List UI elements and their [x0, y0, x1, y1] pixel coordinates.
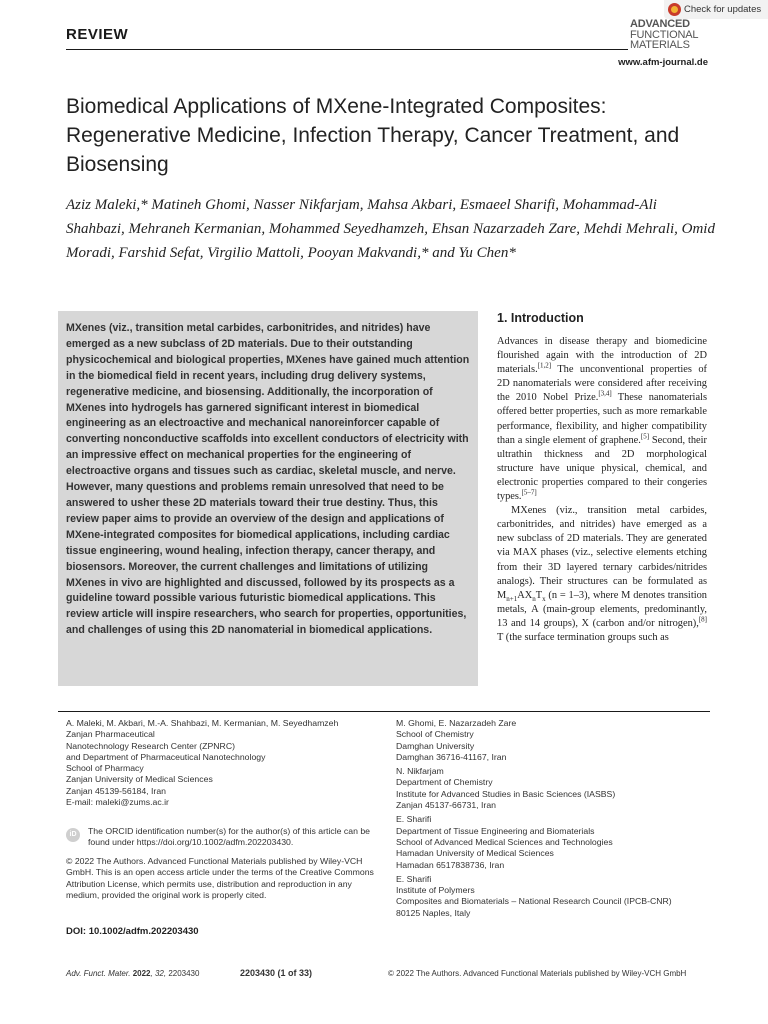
check-for-updates-button[interactable]	[664, 0, 768, 19]
journal-url-link[interactable]: www.afm-journal.de	[618, 57, 708, 68]
affiliation-line: Department of Tissue Engineering and Biomaterials	[396, 825, 595, 836]
check-for-updates-label: Check for updates	[684, 4, 762, 15]
orcid-note	[66, 826, 386, 849]
affiliation-group	[396, 874, 716, 919]
abstract-box: MXenes (viz., transition metal carbides, carbonitrides, and nitrides) have emerged as a new subclass of 2D materials. Due to their outstanding physicochemical and biological properties, MXenes have gained much attention in the biomedical field in recent years, including drug delivery systems, regenerative medicine, and biosensing. Additionally, the incorporation of MXenes into hydrogels has garnered significant interest in biomedical engineering as an electroactive and mechanical nanoreinforcer capable of converting nonconductive scaffolds into excellent conductors of electricity with an impressive effect on mechanical properties for the engineering of electroactive organs and tissues such as cardiac, skeletal muscle, and nerve. However, many questions and problems remain unresolved that need to be answered to usher these 2D materials toward their true destiny. Thus, this review paper aims to provide an overview of the design and applications of MXene-integrated composites for biomedical applications, including cardiac tissue engineering, wound healing, infection therapy, cancer therapy, and biosensors. Moreover, the current challenges and limitations of utilizing MXenes in vivo are highlighted and discussed, followed by its prospects as a guideline toward possible various futuristic biomedical applications. This review article will inspire researchers, who search for properties, opportunities, and challenges of using this 2D nanomaterial in biomedical applications.	[58, 311, 478, 686]
affiliation-line: E. Sharifi	[396, 873, 432, 884]
footer-article-id: 2203430	[168, 969, 200, 978]
footer-year: 2022	[132, 969, 151, 978]
affiliations-divider	[58, 711, 710, 712]
affiliation-line: Zanjan Pharmaceutical	[66, 729, 155, 740]
crossmark-icon	[668, 3, 681, 16]
intro-text: These nanomaterials offered better properties, such as more remarkable performance, flexibility, and higher compatibility than a single element of graphene.	[497, 392, 707, 446]
affiliation-line: Nanotechnology Research Center (ZPNRC)	[66, 740, 235, 751]
affiliation-line: Hamadan 6517838736, Iran	[396, 859, 505, 870]
footer-journal-citation: Adv. Funct. Mater. 2022, 32, 2203430	[66, 969, 200, 978]
affiliation-line: A. Maleki, M. Akbari, M.-A. Shahbazi, M. Kermanian, M. Seyedhamzeh	[66, 718, 339, 728]
article-title: Biomedical Applications of MXene-Integrated Composites: Regenerative Medicine, Infection Therapy, Cancer Treatment, and Biosensing	[66, 95, 680, 176]
formula-subscript: x	[542, 594, 546, 603]
affiliation-line: School of Advanced Medical Sciences and Technologies	[396, 836, 613, 847]
affiliation-group	[396, 718, 716, 763]
affiliation-line: Damghan University	[396, 740, 475, 751]
affiliation-line: Department of Chemistry	[396, 777, 493, 788]
affiliation-line: School of Pharmacy	[66, 763, 144, 774]
formula-subscript: n	[532, 594, 536, 603]
citation-ref[interactable]: [8]	[698, 615, 707, 624]
affiliation-line: Institute for Advanced Studies in Basic Sciences (IASBS)	[396, 788, 616, 799]
affiliation-line: Zanjan University of Medical Sciences	[66, 774, 213, 785]
footer-page-number: 2203430 (1 of 33)	[240, 968, 313, 978]
section-label: REVIEW	[66, 26, 129, 43]
introduction-heading: 1. Introduction	[497, 311, 584, 325]
affiliation-group	[396, 814, 716, 870]
doi-link[interactable]: DOI: 10.1002/adfm.202203430	[66, 926, 199, 937]
footer-journal-name: Adv. Funct. Mater.	[66, 969, 131, 978]
footer-volume: 32	[154, 969, 164, 978]
affiliation-line: Hamadan University of Medical Sciences	[396, 848, 554, 859]
affiliation-line: School of Chemistry	[396, 729, 474, 740]
license-text: © 2022 The Authors. Advanced Functional Materials published by Wiley-VCH GmbH. This is an open access article under the terms of the Creative Commons Attribution License, which permits use, distribution and reproduction in any medium, provided the original work is properly cited.	[66, 856, 374, 900]
header-divider	[66, 49, 628, 50]
intro-text: T (the surface termination groups such as	[497, 631, 669, 643]
introduction-paragraph-2	[497, 504, 707, 645]
citation-ref[interactable]: [1,2]	[537, 361, 552, 370]
citation-ref[interactable]: [5]	[640, 432, 650, 441]
affiliation-line: Composites and Biomaterials – National Research Council (IPCB-CNR)	[396, 896, 672, 907]
author-list: Aziz Maleki,* Matineh Ghomi, Nasser Nikfarjam, Mahsa Akbari, Esmaeel Sharifi, Mohammad-Ali Shahbazi, Mehraneh Kermanian, Mohammed Seyedhamzeh, Ehsan Nazarzadeh Zare, Mehdi Mehrali, Omid Moradi, Farshid Sefat, Virgilio Mattoli, Pooyan Makvandi,* and Yu Chen*	[66, 197, 715, 261]
journal-logo	[630, 19, 710, 51]
intro-text: AX	[517, 589, 533, 601]
footer-copyright: © 2022 The Authors. Advanced Functional Materials published by Wiley-VCH GmbH	[388, 969, 687, 978]
affiliation-line: Damghan 36716-41167, Iran	[396, 751, 507, 762]
citation-ref[interactable]: [3,4]	[598, 389, 612, 398]
affiliation-group	[396, 766, 716, 811]
intro-text: Second, their ultrathin thickness and 2D morphological structure have unique physical, chemical, and electronic properties compared to their congeries types.	[497, 434, 707, 503]
intro-text: (n = 1–3), where M denotes transition metals, A (main-group elements, predominantly, 13 and 14 groups), X (carbon and/or nitrogen),	[497, 589, 707, 629]
journal-logo-line-3: MATERIALS	[630, 39, 690, 51]
intro-text: Advances in disease therapy and biomedicine flourished again with the introduction of 2D materials.	[497, 336, 707, 376]
affiliation-line: M. Ghomi, E. Nazarzadeh Zare	[396, 718, 517, 728]
intro-text: MXenes (viz., transition metal carbides, carbonitrides, and nitrides) have emerged as a new subclass of 2D materials. They are generated via MAX phases (viz., selective elements etching from their 3D layered ternary carbides/nitrides analogs). Their structures can be formulated as M	[497, 505, 707, 601]
affiliation-block-left	[66, 718, 386, 808]
affiliation-line: and Department of Pharmaceutical Nanotechnology	[66, 751, 266, 762]
affiliation-line: 80125 Naples, Italy	[396, 907, 471, 918]
journal-logo-line-1: ADVANCED	[630, 18, 690, 30]
intro-text: The unconventional properties of 2D nanomaterials were considered after receiving the 2010 Nobel Prize.	[497, 364, 707, 404]
introduction-paragraph-1	[497, 335, 707, 504]
formula-subscript: n+1	[506, 594, 518, 603]
citation-ref[interactable]: [5–7]	[521, 488, 537, 497]
affiliation-line: E. Sharifi	[396, 814, 432, 825]
orcid-text[interactable]: The ORCID identification number(s) for the author(s) of this article can be found under https://doi.org/10.1002/adfm.202203430.	[88, 826, 370, 848]
orcid-icon: iD	[66, 828, 80, 842]
affiliation-line: N. Nikfarjam	[396, 766, 444, 777]
intro-text: T	[535, 589, 543, 601]
affiliation-line: Zanjan 45139-56184, Iran	[66, 785, 166, 796]
introduction-text	[497, 335, 707, 697]
affiliation-block-right	[396, 718, 716, 922]
corresponding-email-link[interactable]: E-mail: maleki@zums.ac.ir	[66, 797, 169, 808]
affiliation-line: Institute of Polymers	[396, 885, 475, 896]
journal-logo-line-2: FUNCTIONAL	[630, 28, 699, 41]
affiliation-line: Zanjan 45137-66731, Iran	[396, 800, 496, 811]
